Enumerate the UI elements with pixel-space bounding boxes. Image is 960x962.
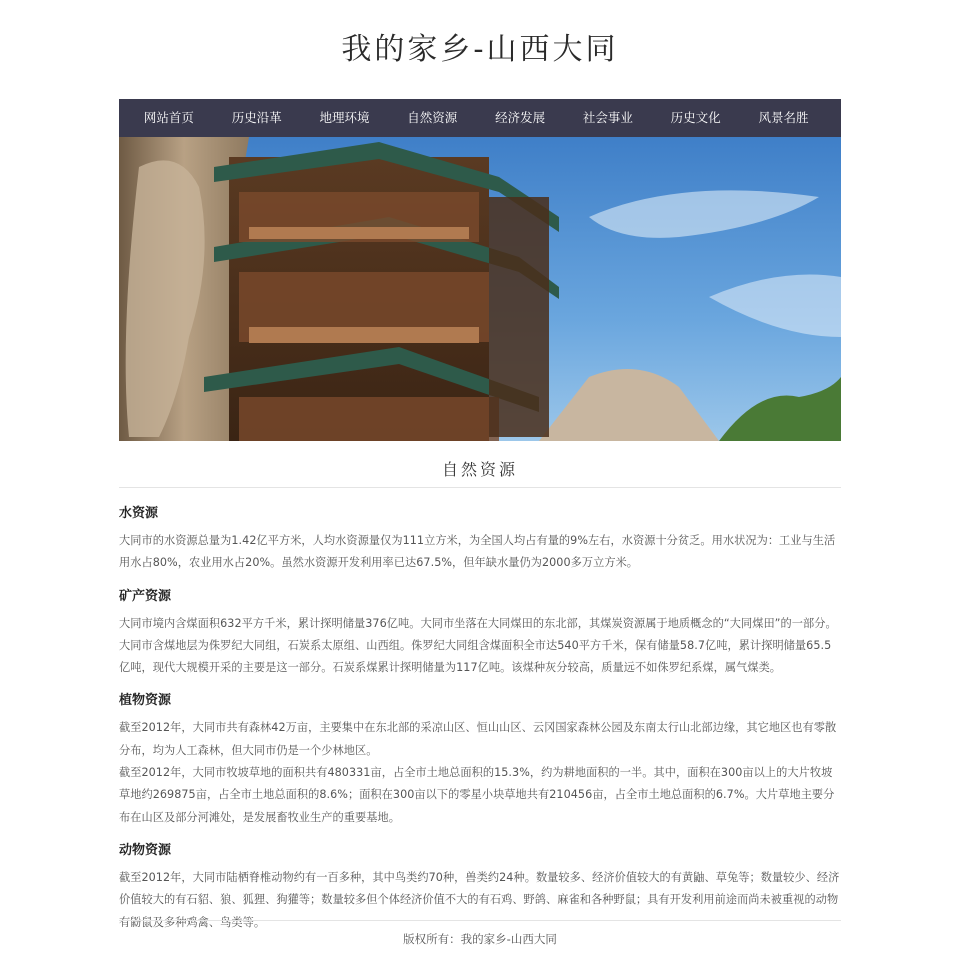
site-title: 我的家乡-山西大同 <box>341 32 619 67</box>
nav-item-society[interactable]: 社会事业 <box>582 110 633 125</box>
plant-resources-block <box>119 683 841 828</box>
nav-item-natural-resources[interactable]: 自然资源 <box>407 110 458 125</box>
nav-item-geography[interactable]: 地理环境 <box>319 110 370 125</box>
nav-item-culture[interactable]: 历史文化 <box>670 110 721 125</box>
nav-item-economy[interactable]: 经济发展 <box>495 110 546 125</box>
animal-resources-text: 截至2012年，大同市陆栖脊椎动物约有一百多种，其中鸟类约70种，兽类约24种。数量较多、经济价值较大的有黄鼬、草兔等；数量较少、经济价值较大的有石貂、狼、狐狸、狗獾等；数量较多但个体经济价值不大的有石鸡、野鸽、麻雀和各种野鼠；具有开发利用前途而尚未被重视的动物有鼢鼠及多种鸡禽、鸟类等。 <box>119 870 840 929</box>
animal-resources-block <box>119 833 841 934</box>
banner-image <box>119 137 841 441</box>
nav-item-scenery[interactable]: 风景名胜 <box>758 110 809 125</box>
page-container <box>119 0 841 934</box>
plant-resources-text-grassland: 截至2012年，大同市牧坡草地的面积共有480331亩，占全市土地总面积的15.3%，约为耕地面积的一半。其中，面积在300亩以上的大片牧坡草地约269875亩，占全市土地总面积的8.6%；面积在300亩以下的零星小块草地共有210456亩，占全市土地总面积的6.7%。大片草地主要分布在山区及部分河滩处，是发展畜牧业生产的重要基地。 <box>119 766 835 824</box>
section-title: 自然资源 <box>119 441 841 488</box>
temple-building <box>204 142 539 441</box>
nav-item-history[interactable]: 历史沿革 <box>231 110 282 125</box>
plant-resources-heading: 植物资源 <box>119 693 172 709</box>
water-resources-heading: 水资源 <box>119 506 159 521</box>
plant-resources-text-forest: 截至2012年，大同市共有森林42万亩，主要集中在东北部的采凉山区、恒山山区、云冈国家森林公园及东南太行山北部边缘，其它地区也有零散分布，均为人工森林，但大同市仍是一个少林地区。 <box>119 721 837 757</box>
main-nav <box>119 99 841 137</box>
water-resources-block <box>119 496 841 575</box>
footer: 版权所有：我的家乡-山西大同 <box>119 920 841 957</box>
nav-item-home[interactable]: 网站首页 <box>143 110 194 125</box>
mineral-resources-heading: 矿产资源 <box>119 588 172 604</box>
mineral-resources-block <box>119 579 841 680</box>
animal-resources-heading: 动物资源 <box>119 842 172 858</box>
water-resources-text: 大同市的水资源总量为1.42亿平方米，人均水资源量仅为111立方米，为全国人均占有量的9%左右，水资源十分贫乏。用水状况为：工业与生活用水占80%，农业用水占20%。虽然水资源开发利用率已达67.5%，但年缺水量仍为2000多万立方米。 <box>119 534 836 570</box>
content-area <box>119 488 841 934</box>
mineral-resources-text: 大同市境内含煤面积632平方千米，累计探明储量376亿吨。大同市坐落在大同煤田的东北部，其煤炭资源属于地质概念的“大同煤田”的一部分。大同市含煤地层为侏罗纪大同组，石炭系太原组、山西组。侏罗纪大同组含煤面积全市达540平方千米，保有储量58.7亿吨，累计探明储量65.5亿吨，现代大规模开采的主要是这一部分。石炭系煤累计探明储量为117亿吨。该煤种灰分较高，质量远不如侏罗纪系煤，属气煤类。 <box>119 616 837 675</box>
